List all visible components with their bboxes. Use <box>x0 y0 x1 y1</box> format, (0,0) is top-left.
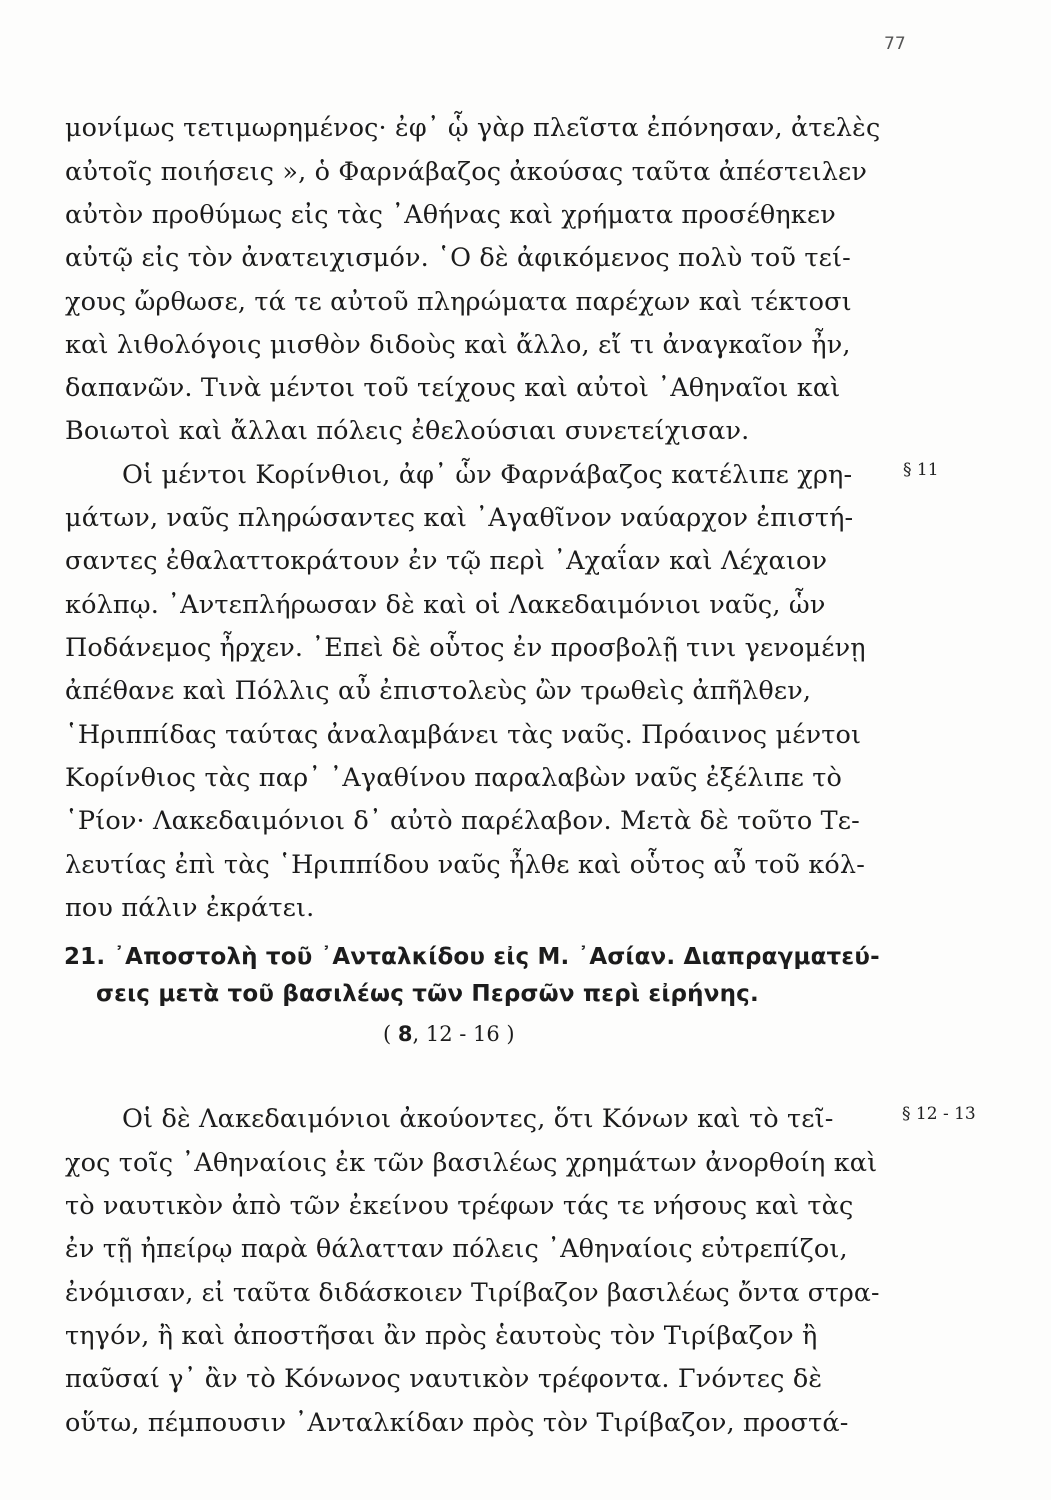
text-line: δαπανῶν. Τινὰ μέντοι τοῦ τείχους καὶ αὐτοὶ ᾿Αθηναῖοι καὶ <box>65 373 841 403</box>
text-line: Βοιωτοὶ καὶ ἄλλαι πόλεις ἐθελούσιαι συνετείχισαν. <box>65 416 750 446</box>
text-line: οὕτω, πέμπουσιν ᾿Ανταλκίδαν πρὸς τὸν Τιρίβαζον, προστά- <box>65 1408 849 1438</box>
reference-range: , 12 - 16 ) <box>412 1022 515 1046</box>
text-line: αὐτοῖς ποιήσεις », ὁ Φαρνάβαζος ἀκούσας ταῦτα ἀπέστειλεν <box>65 157 868 187</box>
text-line: Ποδάνεμος ἦρχεν. ᾿Επεὶ δὲ οὗτος ἐν προσβολῇ τινι γενομένῃ <box>65 633 866 663</box>
text-line: ἐν τῇ ἠπείρῳ παρὰ θάλατταν πόλεις ᾿Αθηναίοις εὐτρεπίζοι, <box>65 1234 848 1264</box>
text-line: Κορίνθιος τὰς παρ᾽ ᾿Αγαθίνου παραλαβὼν ναῦς ἐξέλιπε τὸ <box>65 763 843 793</box>
text-line: χος τοῖς ᾿Αθηναίοις ἐκ τῶν βασιλέως χρημάτων ἀνορθοίη καὶ <box>65 1148 878 1178</box>
source-reference <box>383 1022 515 1046</box>
text-line: αὐτὸν προθύμως εἰς τὰς ᾿Αθήνας καὶ χρήματα προσέθηκεν <box>65 200 836 230</box>
text-line: χους ὤρθωσε, τά τε αὐτοῦ πληρώματα παρέχων καὶ τέκτοσι <box>65 287 852 317</box>
text-line: ῾Ηριππίδας ταύτας ἀναλαμβάνει τὰς ναῦς. Πρόαινος μέντοι <box>65 720 862 750</box>
text-line: ῾Ρίον· Λακεδαιμόνιοι δ᾽ αὐτὸ παρέλαβον. Μετὰ δὲ τοῦτο Τε- <box>65 806 860 836</box>
text-line: Οἱ μέντοι Κορίνθιοι, ἀφ᾽ ὧν Φαρνάβαζος κατέλιπε χρη- <box>122 460 853 490</box>
reference-book: 8 <box>397 1022 413 1046</box>
text-line: αὐτῷ εἰς τὸν ἀνατειχισμόν. ῾Ο δὲ ἀφικόμενος πολὺ τοῦ τεί- <box>65 243 851 273</box>
text-line: τὸ ναυτικὸν ἀπὸ τῶν ἐκείνου τρέφων τάς τε νήσους καὶ τὰς <box>65 1191 854 1221</box>
section-heading-line-2: σεις μετὰ τοῦ βασιλέως τῶν Περσῶν περὶ εἰρήνης. <box>96 981 759 1007</box>
text-line: σαντες ἐθαλαττοκράτουν ἐν τῷ περὶ ᾿Αχαΐαν καὶ Λέχαιον <box>65 546 828 576</box>
text-line: ἀπέθανε καὶ Πόλλις αὖ ἐπιστολεὺς ὢν τρωθεὶς ἀπῆλθεν, <box>65 676 812 706</box>
text-line: ἐνόμισαν, εἰ ταῦτα διδάσκοιεν Τιρίβαζον βασιλέως ὄντα στρα- <box>65 1278 880 1308</box>
text-line: τηγόν, ἢ καὶ ἀποστῆσαι ἂν πρὸς ἑαυτοὺς τὸν Τιρίβαζον ἢ <box>65 1321 818 1351</box>
margin-note: § 11 <box>903 460 939 480</box>
text-line: καὶ λιθολόγοις μισθὸν διδοὺς καὶ ἄλλο, εἴ τι ἀναγκαῖον ἦν, <box>65 330 851 360</box>
text-line: μάτων, ναῦς πληρώσαντες καὶ ᾿Αγαθῖνον ναύαρχον ἐπιστή- <box>65 503 854 533</box>
page-number: 77 <box>884 34 906 54</box>
reference-open: ( <box>383 1022 398 1046</box>
text-line: λευτίας ἐπὶ τὰς ῾Ηριππίδου ναῦς ἦλθε καὶ οὗτος αὖ τοῦ κόλ- <box>65 850 865 880</box>
text-line: μονίμως τετιμωρημένος· ἐφ᾽ ᾧ γὰρ πλεῖστα ἐπόνησαν, ἀτελὲς <box>65 113 881 143</box>
section-heading-line-1: 21. ᾿Αποστολὴ τοῦ ᾿Ανταλκίδου εἰς Μ. ᾿Ασίαν. Διαπραγματεύ- <box>64 944 880 970</box>
margin-note: § 12 - 13 <box>902 1104 976 1124</box>
text-line: Οἱ δὲ Λακεδαιμόνιοι ἀκούοντες, ὅτι Κόνων καὶ τὸ τεῖ- <box>122 1104 834 1134</box>
text-line: που πάλιν ἐκράτει. <box>65 893 315 923</box>
text-line: κόλπῳ. ᾿Αντεπλήρωσαν δὲ καὶ οἱ Λακεδαιμόνιοι ναῦς, ὧν <box>65 590 826 620</box>
text-line: παῦσαί γ᾽ ἂν τὸ Κόνωνος ναυτικὸν τρέφοντα. Γνόντες δὲ <box>65 1364 823 1394</box>
